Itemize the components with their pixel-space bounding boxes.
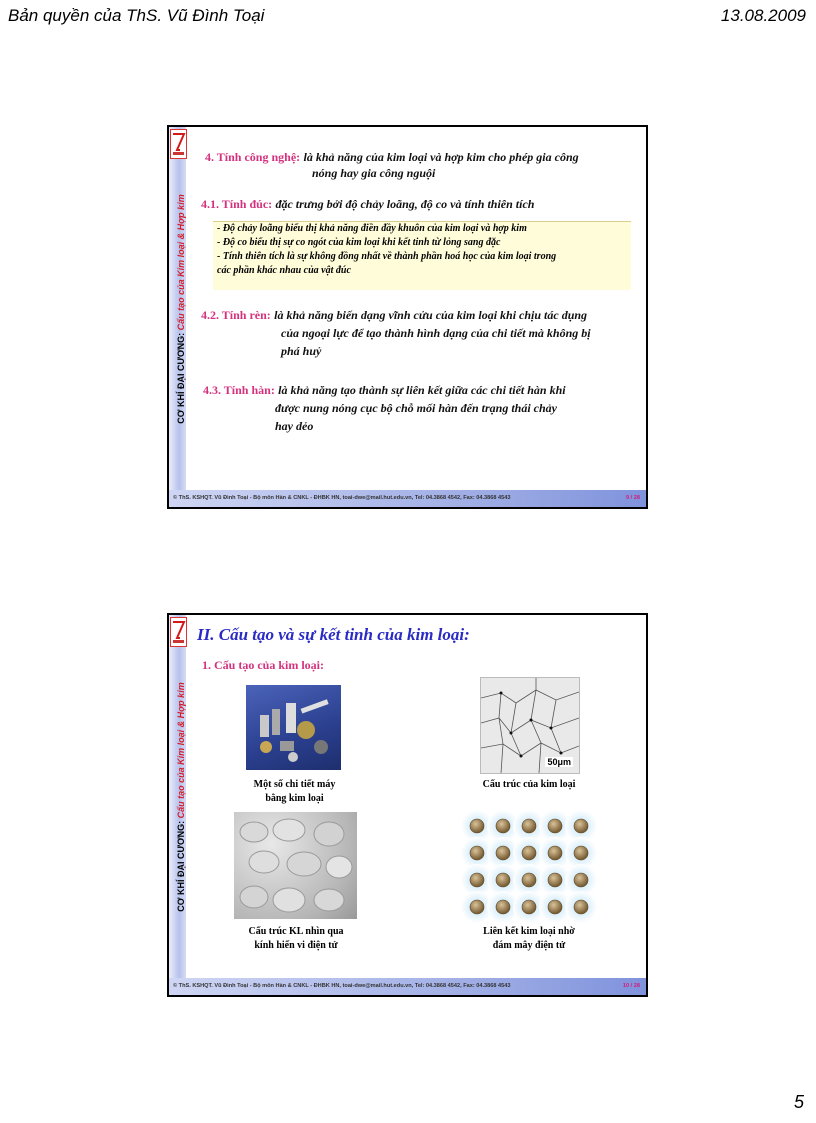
section-4-label: 4. Tính công nghệ: (205, 150, 301, 164)
section-4-3-text-1: là khả năng tạo thành sự liên kết giữa các chi tiết hàn khi (278, 383, 566, 397)
section-4-3 (203, 382, 643, 398)
metal-structure-image (480, 677, 580, 774)
university-logo-icon (170, 617, 187, 647)
slide-sidebar (169, 127, 186, 490)
section-4 (205, 149, 645, 165)
caption-metal-structure: Cấu trúc của kim loại (482, 779, 576, 790)
section-4-3-text-3: hay dẻo (275, 419, 314, 433)
caption-electron-microscope: Cấu trúc KL nhìn qua kính hiển vi điện tử (248, 926, 344, 951)
header-copyright: Bản quyền của ThS. Vũ Đình Toại (8, 6, 265, 25)
university-logo-icon (170, 129, 187, 159)
page-number: 5 (793, 1092, 804, 1112)
machine-parts-image (246, 685, 341, 770)
section-4-text-1: là khả năng của kim loại và hợp kim cho phép gia công (303, 150, 579, 164)
caption-machine-parts: Một số chi tiết máy bằng kim loại (253, 779, 336, 804)
electron-microscope-image (234, 812, 357, 919)
header-date: 13.08.2009 (720, 6, 806, 25)
sidebar-vertical-title: CƠ KHÍ ĐẠI CƯƠNG: Cấu tạo của Kim loại & Hợp kim (176, 682, 186, 912)
section-4-3-label: 4.3. Tính hàn: (203, 383, 275, 397)
electron-cloud-image (459, 810, 599, 925)
box-line: - Độ co biểu thị sự co ngót của kim loại khi kết tinh từ lỏng sang đặc (217, 237, 501, 248)
footer-credit: © ThS. KSHQT. Vũ Đình Toại - Bộ môn Hàn & CNKL - ĐHBK HN, toai-dwe@mail.hut.edu.vn, Tel: 04.3868 4542, Fax: 04.3868 4543 (173, 495, 511, 501)
slide-page-number: 10 / 28 (622, 983, 640, 989)
slide-sidebar (169, 615, 186, 978)
section-4-1 (201, 196, 641, 212)
footer-credit: © ThS. KSHQT. Vũ Đình Toại - Bộ môn Hàn & CNKL - ĐHBK HN, toai-dwe@mail.hut.edu.vn, Tel: 04.3868 4542, Fax: 04.3868 4543 (173, 983, 511, 989)
section-4-3-text-2: được nung nóng cục bộ chỗ mối hàn đến trạng thái chảy (275, 401, 558, 415)
slide-page-number: 9 / 28 (626, 495, 640, 501)
slide-10 (167, 613, 648, 997)
caption-electron-cloud: Liên kết kim loại nhờ đám mây điện tử (483, 926, 575, 951)
section-4-2 (201, 307, 646, 323)
casting-notes-box (213, 221, 631, 290)
box-line: các phần khác nhau của vật đúc (217, 265, 351, 276)
box-line: - Tính thiên tích là sự không đồng nhất về thành phần hoá học của kim loại trong (217, 251, 557, 262)
section-4-1-label: 4.1. Tính đúc: (201, 197, 273, 211)
section-4-2-text-3: phá huỷ (281, 344, 322, 358)
slide-title: II. Cấu tạo và sự kết tinh của kim loại: (197, 625, 470, 644)
section-4-1-text: đặc trưng bởi độ chảy loãng, độ co và tính thiên tích (275, 197, 535, 211)
slide-footer (169, 978, 646, 995)
scale-bar-label: 50μm (547, 757, 571, 767)
box-line: - Độ chảy loãng biểu thị khả năng điền đầy khuôn của kim loại và hợp kim (217, 223, 527, 234)
section-4-2-text-1: là khả năng biến dạng vĩnh cửu của kim loại khi chịu tác dụng (274, 308, 588, 322)
slide-9 (167, 125, 648, 509)
section-4-2-text-2: của ngoại lực để tạo thành hình dạng của chi tiết mà không bị (281, 326, 591, 340)
sidebar-vertical-title: CƠ KHÍ ĐẠI CƯƠNG: Cấu tạo của Kim loại & Hợp kim (176, 194, 186, 424)
slide-footer (169, 490, 646, 507)
slide-subtitle: 1. Cấu tạo của kim loại: (202, 658, 325, 672)
section-4-text-2: nóng hay gia công nguội (312, 166, 436, 180)
section-4-2-label: 4.2. Tính rèn: (201, 308, 271, 322)
